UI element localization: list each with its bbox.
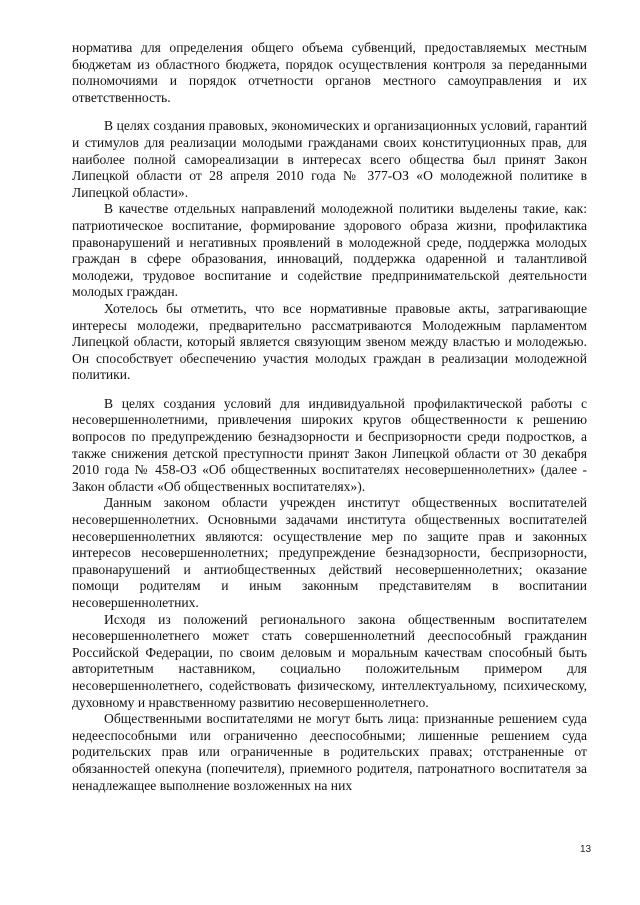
paragraph-institute-tasks: Данным законом области учрежден институт общественных воспитателей несовершеннолетних. Основными задачами института общественных воспитателей несовершеннолетних являются: осуществление мер по защите прав и законных интересов несовершеннолетних; предупреждение безнадзорности, беспризорности, правонарушений и антиобщественных действий несовершеннолетних; оказание помощи родителям и иным законным представителям в воспитании несовершеннолетних. (72, 495, 587, 610)
paragraph-youth-parliament: Хотелось бы отметить, что все нормативные правовые акты, затрагивающие интересы молодежи, предварительно рассматриваются Молодежным парламентом Липецкой области, который является связующим звеном между властью и молодежью. Он способствует обеспечению участия молодых граждан в реализации молодежной политики. (72, 300, 587, 383)
paragraph-public-educators-law: В целях создания условий для индивидуальной профилактической работы с несовершеннолетними, привлечения широких кругов общественности к решению вопросов по предупреждению безнадзорности и беспризорности среди подростков, а также снижения детской преступности принят Закон Липецкой области от 30 декабря 2010 года № 458-ОЗ «Об общественных воспитателях несовершеннолетних» (далее - Закон области «Об общественных воспитателях»). (72, 395, 587, 494)
paragraph-youth-policy-law: В целях создания правовых, экономических и организационных условий, гарантий и стимулов для реализации молодыми гражданами своих конституционных прав, для наиболее полной самореализации в интересах всего общества был принят Закон Липецкой области от 28 апреля 2010 года № 377-ОЗ «О молодежной политике в Липецкой области». (72, 118, 587, 200)
paragraph-policy-directions: В качестве отдельных направлений молодежной политики выделены такие, как: патриотическое воспитание, формирование здорового образа жизни, профилактика правонарушений и негативных проявлений в молодежной среде, поддержка молодых граждан в сфере образования, инноваций, поддержка одаренной и талантливой молодежи, трудовое воспитание и содействие предпринимательской деятельности молодых граждан. (72, 201, 587, 300)
document-body (72, 40, 587, 794)
page-number: 13 (580, 844, 592, 855)
paragraph-exclusions: Общественными воспитателями не могут быть лица: признанные решением суда недееспособными или ограниченно дееспособными; лишенные решением суда родительских прав или ограниченные в родительских правах; отстраненные от обязанностей опекуна (попечителя), приемного родителя, патронатного воспитателя за ненадлежащее выполнение возложенных на них (72, 711, 587, 793)
paragraph-eligibility: Исходя из положений регионального закона общественным воспитателем несовершеннолетнего может стать совершеннолетний дееспособный гражданин Российской Федерации, по своим деловым и моральным качествам способный быть авторитетным наставником, социально положительным примером для несовершеннолетнего, содействовать физическому, интеллектуальному, психическому, духовному и нравственному развитию несовершеннолетнего. (72, 611, 587, 710)
paragraph-continuation: норматива для определения общего объема субвенций, предоставляемых местным бюджетам из областного бюджета, порядок осуществления контроля за переданными полномочиями и порядок отчетности органов местного самоуправления и их ответственность. (72, 40, 587, 105)
